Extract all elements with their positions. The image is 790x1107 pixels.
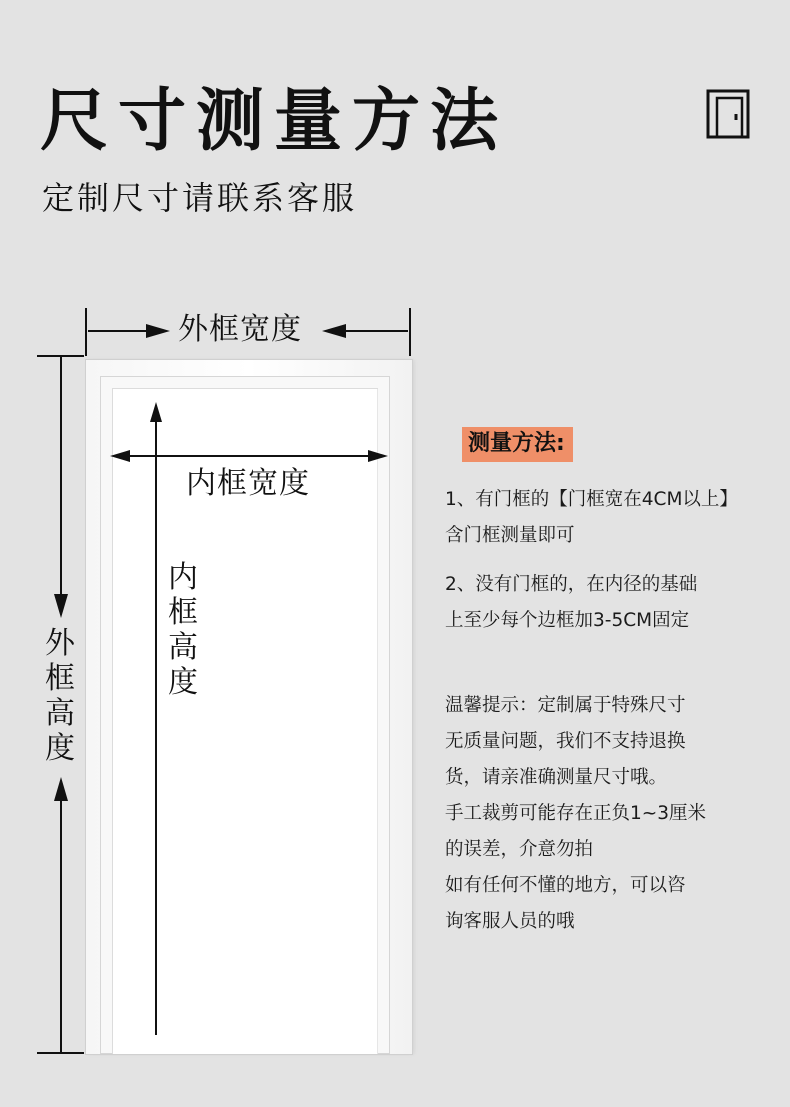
tip-line: 的误差，介意勿拍: [445, 839, 594, 860]
tip-line: 温馨提示：定制属于特殊尺寸: [445, 695, 686, 716]
instruction-line: 含门框测量即可: [445, 525, 575, 546]
tip-line: 手工裁剪可能存在正负1~3厘米: [445, 803, 707, 824]
instruction-item-2: [445, 567, 697, 639]
tip-line: 货，请亲准确测量尺寸哦。: [445, 767, 668, 788]
method-heading: 测量方法:: [462, 427, 573, 462]
inner-width-dimension: [110, 450, 388, 462]
inner-height-dimension: [150, 402, 162, 1035]
page-subtitle: 定制尺寸请联系客服: [42, 179, 358, 217]
tip-line: 如有任何不懂的地方，可以咨: [445, 875, 686, 896]
tip-line: 无质量问题，我们不支持退换: [445, 731, 686, 752]
inner-width-label: 内框宽度: [186, 466, 310, 501]
tips-block: [445, 688, 706, 940]
inner-height-label: 内框高度: [168, 560, 198, 700]
tip-line: 询客服人员的哦: [445, 911, 575, 932]
instruction-item-1: [445, 482, 738, 554]
outer-width-label: 外框宽度: [178, 312, 302, 347]
instruction-line: 2、没有门框的，在内径的基础: [445, 574, 698, 595]
instruction-line: 1、有门框的【门框宽在4CM以上】: [445, 489, 738, 510]
outer-height-label: 外框高度: [45, 626, 75, 766]
instruction-line: 上至少每个边框加3-5CM固定: [445, 610, 690, 631]
page-title: 尺寸测量方法: [40, 82, 509, 161]
